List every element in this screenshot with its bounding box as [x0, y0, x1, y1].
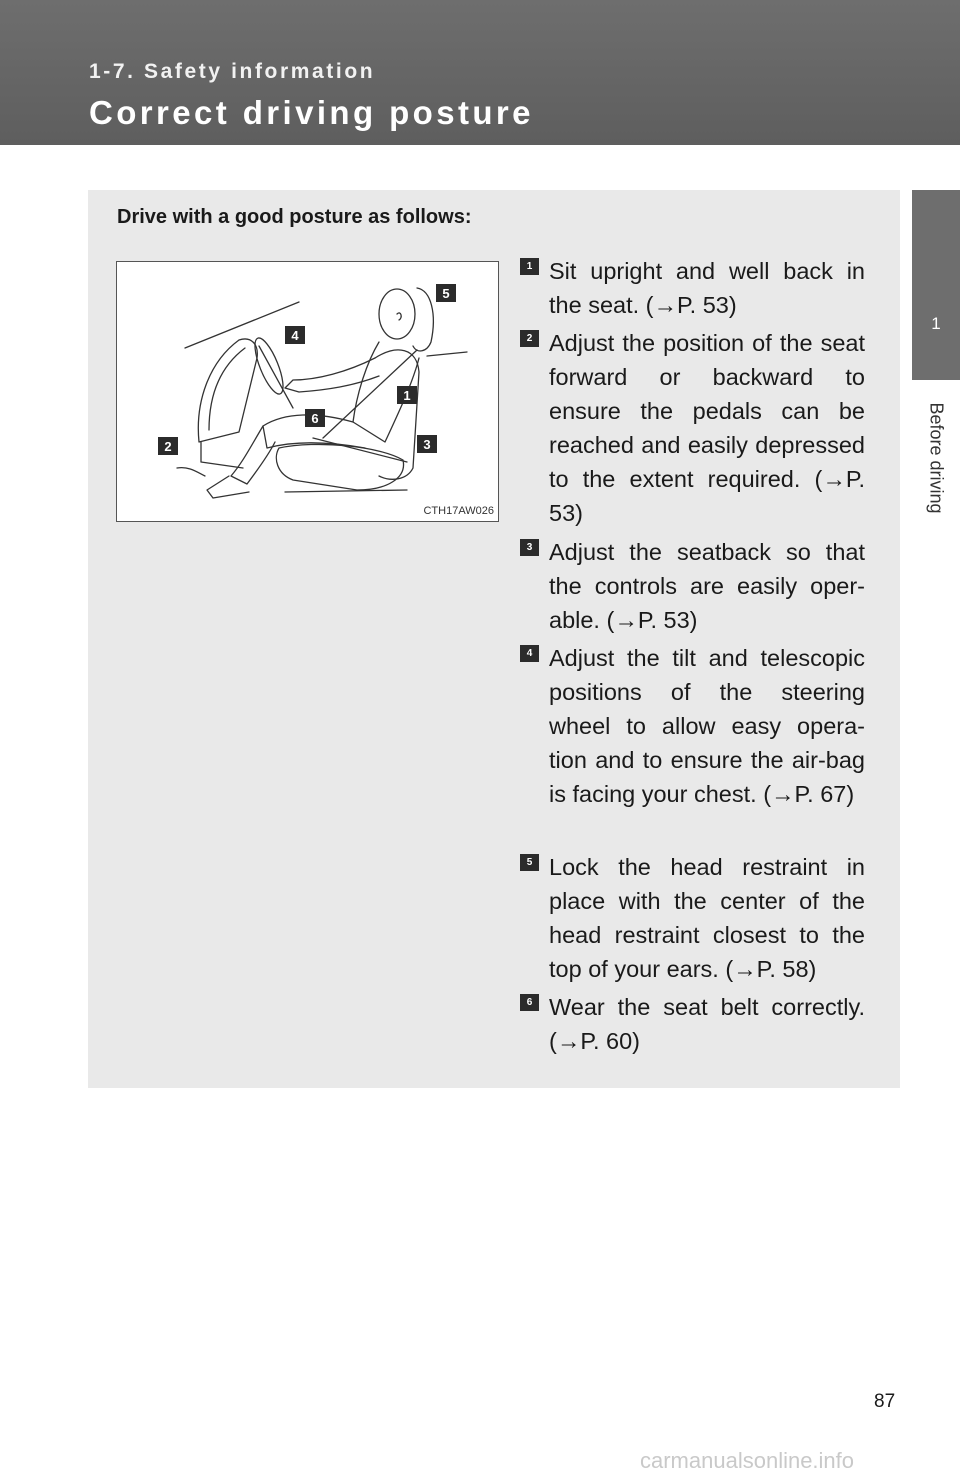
figure-callouts [158, 284, 456, 455]
posture-item [520, 326, 865, 530]
driver-ear [397, 313, 401, 320]
posture-item [520, 990, 865, 1058]
seat-cushion [276, 444, 403, 490]
posture-item [520, 535, 865, 637]
item-number-badge: 6 [520, 994, 539, 1011]
dashboard-outline [198, 339, 257, 442]
item-text: Sit upright and well back in the seat. (→P. 53) [549, 258, 865, 318]
item-text: Adjust the seatback so that the controls are easily oper-able. (→P. 53) [549, 539, 865, 633]
watermark: carmanualsonline.info [640, 1448, 855, 1473]
driving-posture-illustration [116, 261, 499, 522]
driver-arm [285, 358, 379, 392]
item-text: Adjust the tilt and telescopic positions of the steering wheel to allow easy opera-tion and to ensure the air-bag is facing your chest. (→P. 67) [549, 645, 865, 807]
section-label: 1-7. Safety information [89, 60, 376, 83]
chapter-tab [912, 190, 960, 380]
posture-item [520, 254, 865, 322]
callout-2: 2 [164, 439, 172, 454]
item-number-badge: 4 [520, 645, 539, 662]
item-text: Lock the head restraint in place with the center of the head restraint closest to the top of your ears. (→P. 58) [549, 854, 865, 982]
seat-rail [285, 490, 407, 492]
chapter-tab-label: Before driving [926, 402, 947, 514]
driver-foot [207, 476, 249, 498]
page-header [0, 0, 960, 145]
posture-item [520, 850, 865, 986]
head-restraint [413, 288, 433, 351]
item-number-badge: 2 [520, 330, 539, 347]
item-text: Wear the seat belt correctly. (→P. 60) [549, 994, 865, 1054]
driver-leg [231, 426, 275, 484]
callout-6: 6 [311, 411, 319, 426]
intro-text: Drive with a good posture as follows: [117, 206, 472, 228]
callout-5: 5 [442, 286, 450, 301]
callout-1: 1 [403, 388, 411, 403]
posture-item [520, 641, 865, 811]
item-number-badge: 5 [520, 854, 539, 871]
seat-belt-lap [313, 438, 407, 462]
item-number-badge: 1 [520, 258, 539, 275]
callout-3: 3 [423, 437, 431, 452]
posture-drawing [117, 262, 498, 521]
windshield-line [185, 302, 299, 348]
item-text: Adjust the position of the seat forward or backward to ensure the pedals can be reached and easily depressed to the extent required. (→P. 53) [549, 330, 865, 526]
page-title: Correct driving posture [89, 94, 534, 131]
figure-code: CTH17AW026 [423, 505, 494, 517]
item-number-badge: 3 [520, 539, 539, 556]
chapter-tab-number: 1 [931, 314, 941, 333]
callout-4: 4 [291, 328, 299, 343]
page-number: 87 [874, 1391, 896, 1412]
